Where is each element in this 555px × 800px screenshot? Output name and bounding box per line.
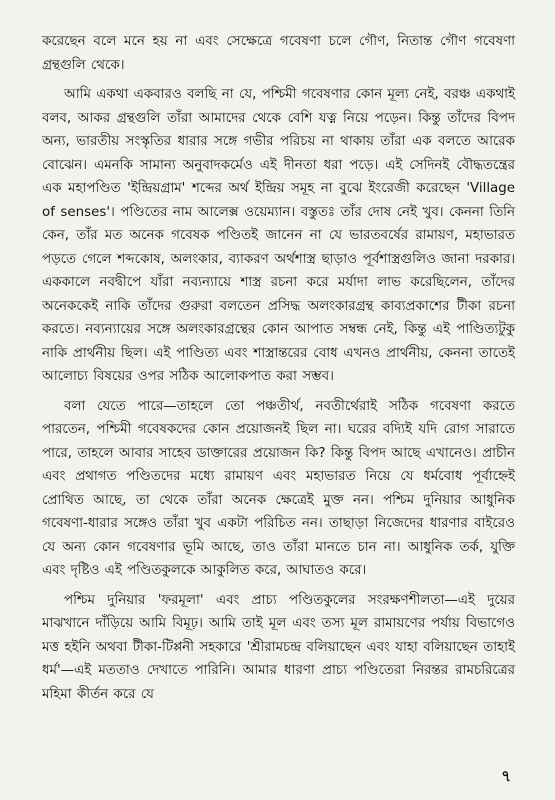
- body-text: [42, 30, 515, 706]
- paragraph-4: পশ্চিম দুনিয়ার 'ফরমূলা' এবং প্রাচ্য পণ্ডিতকুলের সংরক্ষণশীলতা—এই দুয়ের মাঝখানে দাঁড়িয়ে আমি বিমূঢ়। আমি তাই মূল এবং তস্য মূল রামায়ণের পর্যায় বিভাগেও মত্ত হইনি অথবা টীকা-টিপ্পনী সহকারে 'শ্রীরামচন্দ্র বলিয়াছেন এবং যাহা বলিয়াছেন তাহাই ধর্ম'—এই মততাও দেখাতে পারিনি। আমার ধারণা প্রাচ্য পণ্ডিতেরা নিরন্তর রামচরিত্রের মহিমা কীর্তন করে যে: [42, 592, 515, 702]
- page-number: ৭: [501, 767, 511, 785]
- paragraph-1: করেছেন বলে মনে হয় না এবং সেক্ষেত্রে গবেষণা চলে গৌণ, নিতান্ত গৌণ গবেষণা গ্রন্থগুলি থেকে।: [42, 34, 515, 73]
- paragraph-2: আমি একথা একবারও বলছি না যে, পশ্চিমী গবেষণার কোন মূল্য নেই, বরঞ্চ একথাই বলব, আকর গ্রন্থগুলি তাঁরা আমাদের থেকে বেশি যত্ন নিয়ে পড়েন। কিন্তু তাঁদের বিপদ অন্য, ভারতীয় সংস্কৃতির ধারার সঙ্গে গভীর পরিচয় না থাকায় তাঁরা এক বলতে আরেক বোঝেন। এমনকি সামান্য অনুবাদকর্মেও এই দীনতা ধরা পড়ে। এই সেদিনই বৌদ্ধতন্ত্রের এক মহাপণ্ডিত 'ইন্দ্রিয়গ্রাম' শব্দের অর্থ ইন্দ্রিয় সমূহ না বুঝে ইংরেজী করেছেন 'Village of senses'। পণ্ডিতের নাম আলেক্স ওয়েম্যান। বস্তুতঃ তাঁর দোষ নেই খুব। কেননা তিনি কেন, তাঁর মত অনেক গবেষক পণ্ডিতই জানেন না যে ভারতবর্ষের রামায়ণ, মহাভারত পড়তে গেলে শব্দকোষ, অলংকার, ব্যাকরণ অর্থশাস্ত্র ছাড়াও পূর্বশাস্ত্রগুলিও জানা দরকার। এককালে নবদ্বীপে যাঁরা নব্যন্যায়ে শাস্ত্র রচনা করে মর্যাদা লাভ করেছিলেন, তাঁদের অনেককেই নাকি তাঁদের গুরুরা বলতেন প্রসিদ্ধ অলংকারগ্রন্থ কাব্যপ্রকাশের টীকা রচনা করতে। নব্যন্যায়ের সঙ্গে অলংকারগ্রন্থের কোন আপাত সম্বন্ধ নেই, কিন্তু এই পাণ্ডিত্যটুকু নাকি প্রার্থনীয় ছিল। এই পাণ্ডিত্য এবং শাস্ত্রান্তরের বোধ এখনও প্রার্থনীয়, কেননা তাতেই আলোচ্য বিষয়ের ওপর সঠিক আলোকপাত করা সম্ভব।: [42, 87, 515, 384]
- paragraph-3: বলা যেতে পারে—তাহলে তো পঞ্চতীর্থ, নবতীর্থেরাই সঠিক গবেষণা করতে পারতেন, পশ্চিমী গবেষকদের কোন প্রয়োজনই ছিল না। ঘরের বদ্যিই যদি রোগ সারাতে পারে, তাহলে আবার সাহেব ডাক্তারের প্রয়োজন কি? কিন্তু বিপদ আছে এখানেও। প্রাচীন এবং প্রথাগত পণ্ডিতদের মধ্যে রামায়ণ এবং মহাভারত নিয়ে যে ধর্মবোধ পূর্বাহ্নেই প্রোথিত আছে, তা থেকে তাঁরা অনেক ক্ষেত্রেই মুক্ত নন। পশ্চিম দুনিয়ার আধুনিক গবেষণা-ধারার সঙ্গেও তাঁরা খুব একটা পরিচিত নন। তাছাড়া নিজেদের ধারণার বাইরেও যে অন্য কোন গবেষণার ভূমি আছে, তাও তাঁরা মানতে চান না। আধুনিক তর্ক, যুক্তি এবং দৃষ্টিও এই পণ্ডিতকুলকে আকুলিত করে, আঘাতও করে।: [42, 398, 515, 578]
